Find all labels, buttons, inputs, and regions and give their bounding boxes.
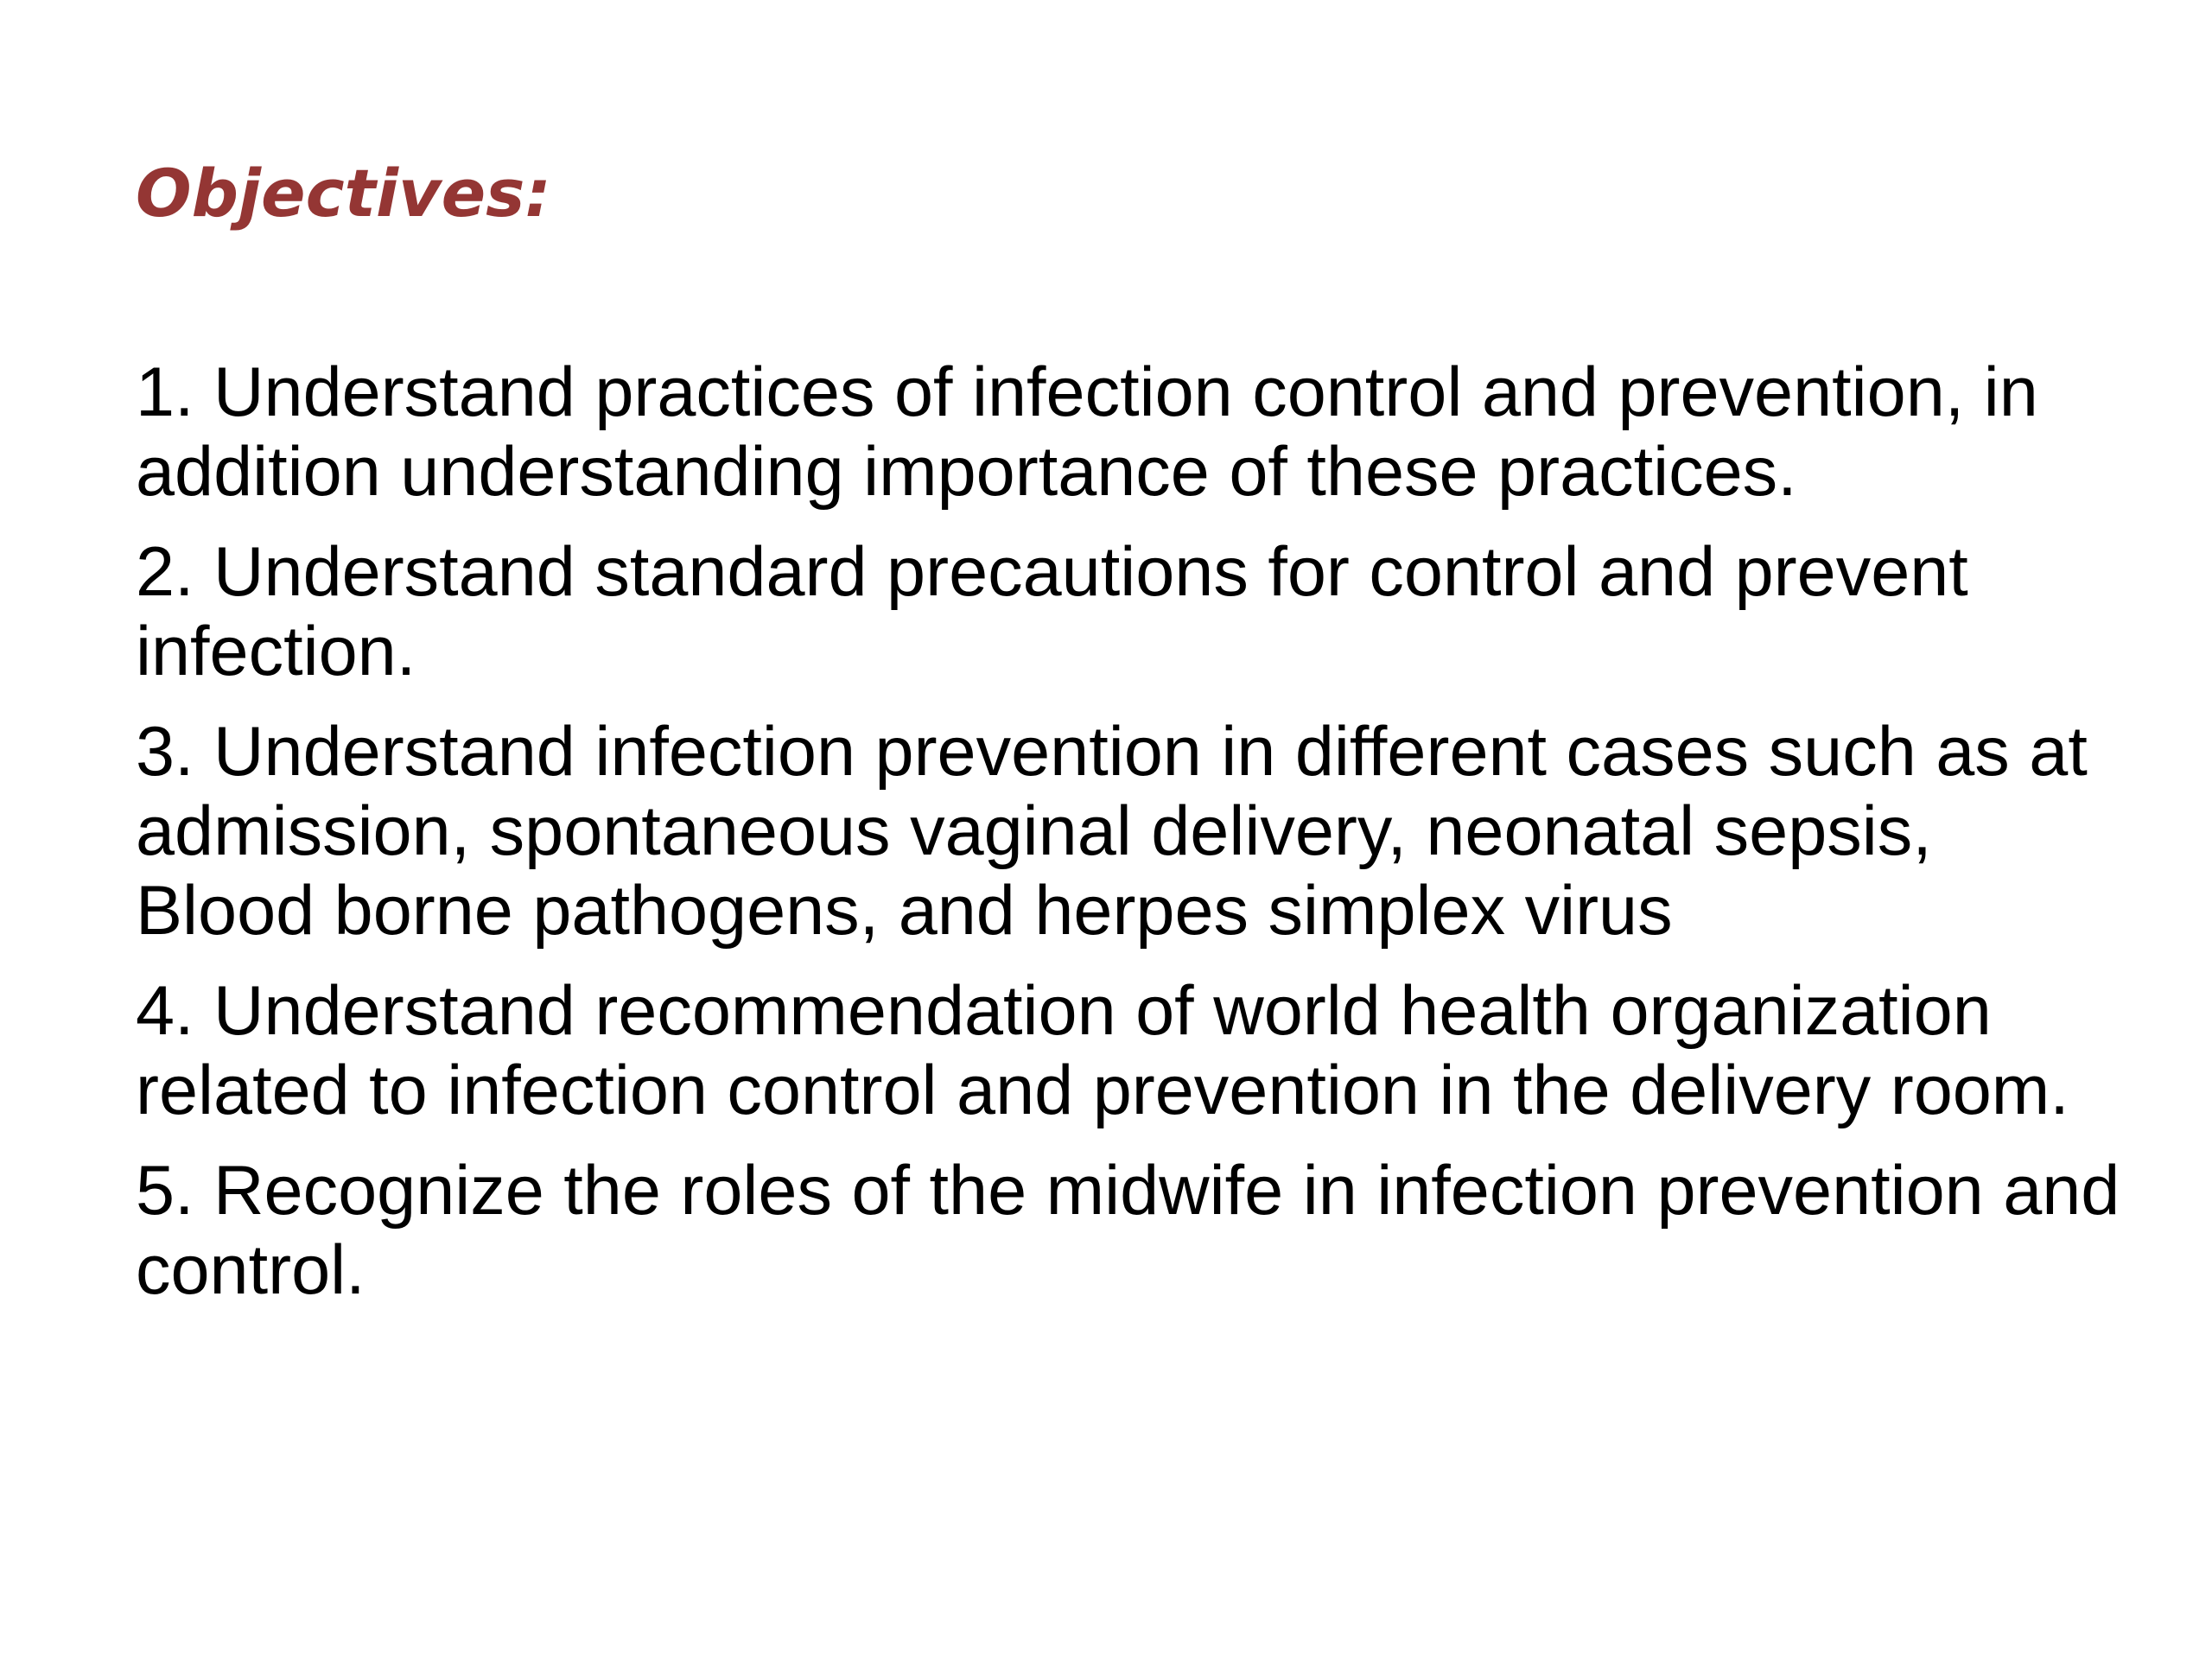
objective-item: 1. Understand practices of infection control and prevention, in addition understanding importance of these practices. <box>136 353 2038 511</box>
objective-item: 2. Understand standard precautions for control and prevent infection. <box>136 533 1968 690</box>
objective-item: 3. Understand infection prevention in different cases such as at admission, spontaneous vaginal delivery, neonatal sepsis, Blood borne pathogens, and herpes simplex virus <box>136 713 2088 950</box>
slide-title: Objectives: <box>136 155 551 232</box>
objective-item: 4. Understand recommendation of world health organization related to infection control and prevention in the delivery room. <box>136 972 2069 1129</box>
objectives-list <box>136 353 2123 1331</box>
objective-item: 5. Recognize the roles of the midwife in infection prevention and control. <box>136 1152 2120 1309</box>
